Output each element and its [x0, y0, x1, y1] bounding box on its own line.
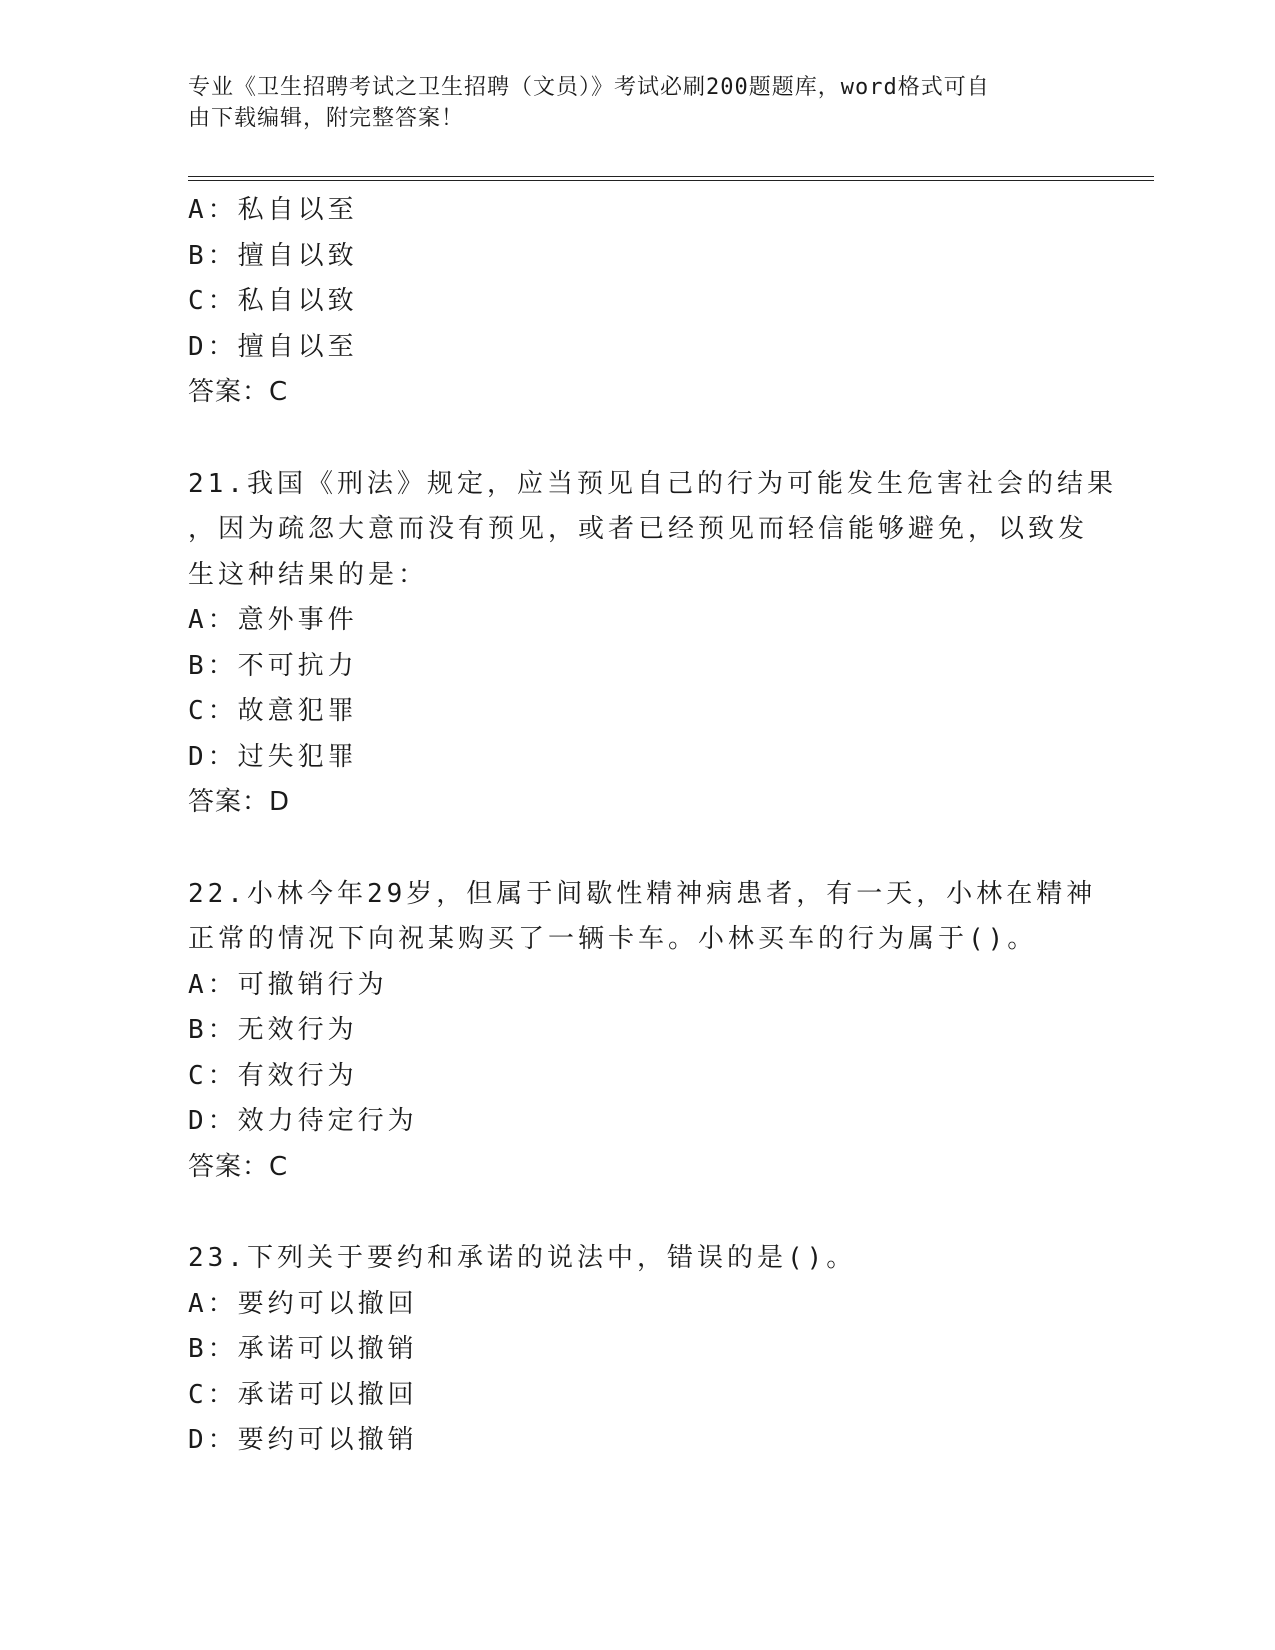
option-c: C：承诺可以撤回	[188, 1379, 418, 1410]
option-b: B：承诺可以撤销	[188, 1334, 418, 1364]
question-stem: 21.我国《刑法》规定，应当预见自己的行为可能发生危害社会的结果	[188, 468, 1117, 499]
document-header	[188, 72, 1068, 134]
question-stem: 22.小林今年29岁，但属于间歇性精神病患者，有一天，小林在精神	[188, 878, 1097, 909]
answer: 答案：C	[188, 1151, 289, 1182]
spacer	[188, 1190, 1088, 1236]
option-b: B：无效行为	[188, 1015, 358, 1045]
option-a: A：要约可以撤回	[188, 1288, 418, 1319]
question-20	[188, 188, 1088, 416]
question-22	[188, 872, 1097, 1191]
option-b: B：擅自以致	[188, 240, 358, 271]
option-c: C：有效行为	[188, 1060, 358, 1091]
question-23	[188, 1236, 1088, 1464]
header-divider	[188, 176, 1154, 181]
answer: 答案：D	[188, 787, 291, 817]
answer: 答案：C	[188, 377, 289, 407]
question-stem: ，因为疏忽大意而没有预见，或者已经预见而轻信能够避免，以致发	[188, 514, 1089, 544]
question-stem: 正常的情况下向祝某购买了一辆卡车。小林买车的行为属于()。	[188, 924, 1038, 954]
spacer	[188, 416, 1088, 462]
option-c: C：私自以致	[188, 286, 358, 316]
option-b: B：不可抗力	[188, 650, 358, 681]
question-21	[188, 462, 1117, 826]
option-a: A：私自以至	[188, 195, 358, 225]
question-list	[188, 188, 1117, 1464]
spacer	[188, 826, 1088, 872]
question-stem: 23.下列关于要约和承诺的说法中，错误的是()。	[188, 1243, 857, 1273]
option-d: D：过失犯罪	[188, 741, 358, 772]
option-d: D：要约可以撤销	[188, 1425, 418, 1455]
option-c: C：故意犯罪	[188, 696, 358, 726]
option-d: D：擅自以至	[188, 331, 358, 362]
option-a: A：可撤销行为	[188, 969, 388, 1000]
question-stem: 生这种结果的是：	[188, 559, 429, 590]
option-a: A：意外事件	[188, 605, 358, 635]
header-line-1: 专业《卫生招聘考试之卫生招聘（文员）》考试必刷200题题库，word格式可自	[188, 75, 990, 100]
header-line-2: 由下载编辑，附完整答案！	[188, 106, 465, 131]
option-d: D：效力待定行为	[188, 1106, 418, 1136]
